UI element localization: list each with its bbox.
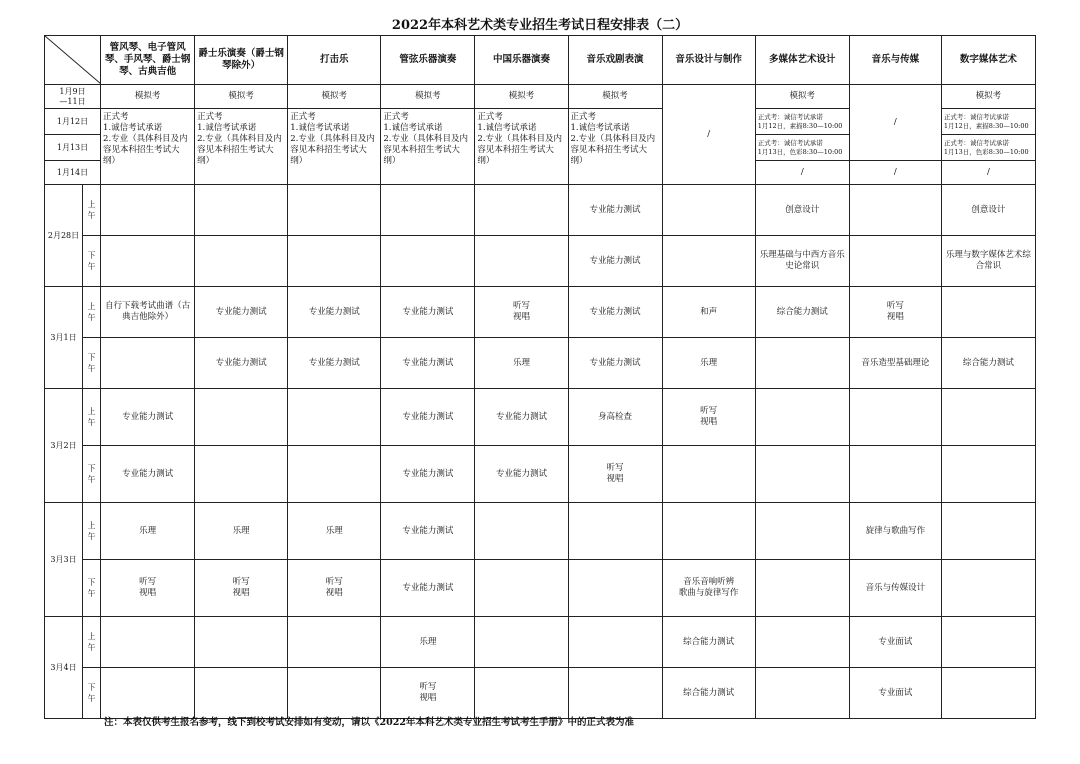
cell-prof-test: 专业能力测试 <box>568 287 662 338</box>
row-mar1-pm <box>45 338 1036 389</box>
cell-prof-test: 专业能力测试 <box>381 338 475 389</box>
cell-ear-sing: 听写 视唱 <box>101 560 195 617</box>
schedule-table <box>44 35 1036 719</box>
cell-prof-test: 专业能力测试 <box>475 446 568 503</box>
header-multimedia-design: 多媒体艺术设计 <box>755 36 849 85</box>
cell-comprehensive: 综合能力测试 <box>662 668 755 719</box>
row-feb28-am <box>45 185 1036 236</box>
header-music-theatre: 音乐戏剧表演 <box>568 36 662 85</box>
cell-ear-sing: 听写 视唱 <box>662 389 755 446</box>
header-organ-guitar: 管风琴、电子管风琴、手风琴、爵士钢琴、古典吉他 <box>101 36 195 85</box>
cell-ear-sing: 听写 视唱 <box>381 668 475 719</box>
cell-dm-theory: 乐理与数字媒体艺术综合常识 <box>941 236 1035 287</box>
row-mar2-pm <box>45 446 1036 503</box>
cell-ear-sing: 听写 视唱 <box>475 287 568 338</box>
cell-audio-song: 音乐音响听辨 歌曲与旋律写作 <box>662 560 755 617</box>
date-jan12: 1月12日 <box>45 109 101 135</box>
cell-formal-exam: 正式考 1.诚信考试承诺 2.专业（具体科目及内容见本科招生考试大纲） <box>101 109 195 185</box>
cell-theory: 乐理 <box>101 503 195 560</box>
period-am: 上 午 <box>83 617 101 668</box>
diagonal-line <box>45 36 101 84</box>
cell-ear-sing: 听写 视唱 <box>288 560 381 617</box>
cell-ear-sing: 听写 视唱 <box>568 446 662 503</box>
cell-comprehensive: 综合能力测试 <box>755 287 849 338</box>
cell-mock: 模拟考 <box>755 85 849 109</box>
cell-comprehensive: 综合能力测试 <box>662 617 755 668</box>
cell-media-design: 音乐与传媒设计 <box>849 560 941 617</box>
period-am: 上 午 <box>83 503 101 560</box>
date-jan13: 1月13日 <box>45 135 101 161</box>
corner-cell <box>45 36 101 85</box>
cell-theory: 乐理 <box>381 617 475 668</box>
cell-prof-test: 专业能力测试 <box>288 338 381 389</box>
cell-digital-jan12: 正式考：诚信考试承诺 1月12日，素描8:30—10:00 <box>941 109 1035 135</box>
header-percussion: 打击乐 <box>288 36 381 85</box>
row-feb28-pm <box>45 236 1036 287</box>
header-jazz: 爵士乐演奏（爵士钢琴除外） <box>195 36 288 85</box>
cell-harmony: 和声 <box>662 287 755 338</box>
cell-prof-test: 专业能力测试 <box>195 338 288 389</box>
cell-mm-theory: 乐理基础与中西方音乐史论常识 <box>755 236 849 287</box>
row-mar3-pm <box>45 560 1036 617</box>
page-title: 2022年本科艺术类专业招生考试日程安排表（二） <box>391 18 689 33</box>
cell-formal-exam: 正式考 1.诚信考试承诺 2.专业（具体科目及内容见本科招生考试大纲） <box>568 109 662 185</box>
cell-slash: / <box>755 161 849 185</box>
cell-theory: 乐理 <box>288 503 381 560</box>
cell-interview: 专业面试 <box>849 617 941 668</box>
cell-prof-test: 专业能力测试 <box>381 560 475 617</box>
cell-mock: 模拟考 <box>288 85 381 109</box>
cell-digital-jan13: 正式考：诚信考试承诺 1月13日，色彩8:30—10:00 <box>941 135 1035 161</box>
date-jan9: 1月9日 —11日 <box>45 85 101 109</box>
cell-mock: 模拟考 <box>568 85 662 109</box>
row-mar3-am <box>45 503 1036 560</box>
date-mar2: 3月2日 <box>45 389 83 503</box>
period-pm: 下 午 <box>83 560 101 617</box>
cell-height-check: 身高检查 <box>568 389 662 446</box>
date-mar3: 3月3日 <box>45 503 83 617</box>
date-jan14: 1月14日 <box>45 161 101 185</box>
date-mar4: 3月4日 <box>45 617 83 719</box>
cell-comprehensive: 综合能力测试 <box>941 338 1035 389</box>
cell-prof-test: 专业能力测试 <box>381 287 475 338</box>
header-row <box>45 36 1036 85</box>
row-mar1-am <box>45 287 1036 338</box>
cell-prof-test: 专业能力测试 <box>381 389 475 446</box>
header-orchestral: 管弦乐器演奏 <box>381 36 475 85</box>
cell-theory: 乐理 <box>662 338 755 389</box>
cell-prof-test: 专业能力测试 <box>568 338 662 389</box>
cell-slash: / <box>849 161 941 185</box>
cell-formal-exam: 正式考 1.诚信考试承诺 2.专业（具体科目及内容见本科招生考试大纲） <box>381 109 475 185</box>
header-digital-media: 数字媒体艺术 <box>941 36 1035 85</box>
period-am: 上 午 <box>83 389 101 446</box>
cell-theory: 乐理 <box>475 338 568 389</box>
cell-melody-song: 旋律与歌曲写作 <box>849 503 941 560</box>
cell-multimedia-jan12: 正式考：诚信考试承诺 1月12日，素描8:30—10:00 <box>755 109 849 135</box>
header-music-design: 音乐设计与制作 <box>662 36 755 85</box>
cell-slash: / <box>662 85 755 185</box>
cell-prof-test: 专业能力测试 <box>381 503 475 560</box>
period-am: 上 午 <box>83 185 101 236</box>
cell-mock: 模拟考 <box>475 85 568 109</box>
row-jan9 <box>45 85 1036 109</box>
cell-mock: 模拟考 <box>101 85 195 109</box>
cell-creative-design: 创意设计 <box>941 185 1035 236</box>
cell-prof-test: 专业能力测试 <box>101 446 195 503</box>
row-mar4-am <box>45 617 1036 668</box>
cell-prof-test: 专业能力测试 <box>568 236 662 287</box>
period-am: 上 午 <box>83 287 101 338</box>
date-feb28: 2月28日 <box>45 185 83 287</box>
period-pm: 下 午 <box>83 668 101 719</box>
period-pm: 下 午 <box>83 338 101 389</box>
cell-prof-test: 专业能力测试 <box>568 185 662 236</box>
cell-mock: 模拟考 <box>381 85 475 109</box>
header-chinese-instruments: 中国乐器演奏 <box>475 36 568 85</box>
header-music-media: 音乐与传媒 <box>849 36 941 85</box>
cell-prof-test: 专业能力测试 <box>288 287 381 338</box>
cell-mock: 模拟考 <box>941 85 1035 109</box>
footer-note: 注：本表仅供考生报名参考，线下到校考试安排如有变动，请以《2022年本科艺术类专业招生考试考生手册》中的正式表为准 <box>104 717 634 728</box>
row-mar4-pm <box>45 668 1036 719</box>
cell-formal-exam: 正式考 1.诚信考试承诺 2.专业（具体科目及内容见本科招生考试大纲） <box>195 109 288 185</box>
cell-formal-exam: 正式考 1.诚信考试承诺 2.专业（具体科目及内容见本科招生考试大纲） <box>475 109 568 185</box>
cell-creative-design: 创意设计 <box>755 185 849 236</box>
cell-prof-test: 专业能力测试 <box>101 389 195 446</box>
cell-formal-exam: 正式考 1.诚信考试承诺 2.专业（具体科目及内容见本科招生考试大纲） <box>288 109 381 185</box>
cell-music-form-theory: 音乐造型基础理论 <box>849 338 941 389</box>
cell-interview: 专业面试 <box>849 668 941 719</box>
period-pm: 下 午 <box>83 236 101 287</box>
cell-ear-sing: 听写 视唱 <box>849 287 941 338</box>
cell-self-download: 自行下载考试曲谱（古典吉他除外） <box>101 287 195 338</box>
cell-slash: / <box>849 85 941 161</box>
cell-ear-sing: 听写 视唱 <box>195 560 288 617</box>
cell-prof-test: 专业能力测试 <box>381 446 475 503</box>
row-mar2-am <box>45 389 1036 446</box>
cell-prof-test: 专业能力测试 <box>195 287 288 338</box>
date-mar1: 3月1日 <box>45 287 83 389</box>
period-pm: 下 午 <box>83 446 101 503</box>
cell-mock: 模拟考 <box>195 85 288 109</box>
cell-slash: / <box>941 161 1035 185</box>
cell-multimedia-jan13: 正式考：诚信考试承诺 1月13日，色彩8:30—10:00 <box>755 135 849 161</box>
cell-theory: 乐理 <box>195 503 288 560</box>
cell-prof-test: 专业能力测试 <box>475 389 568 446</box>
